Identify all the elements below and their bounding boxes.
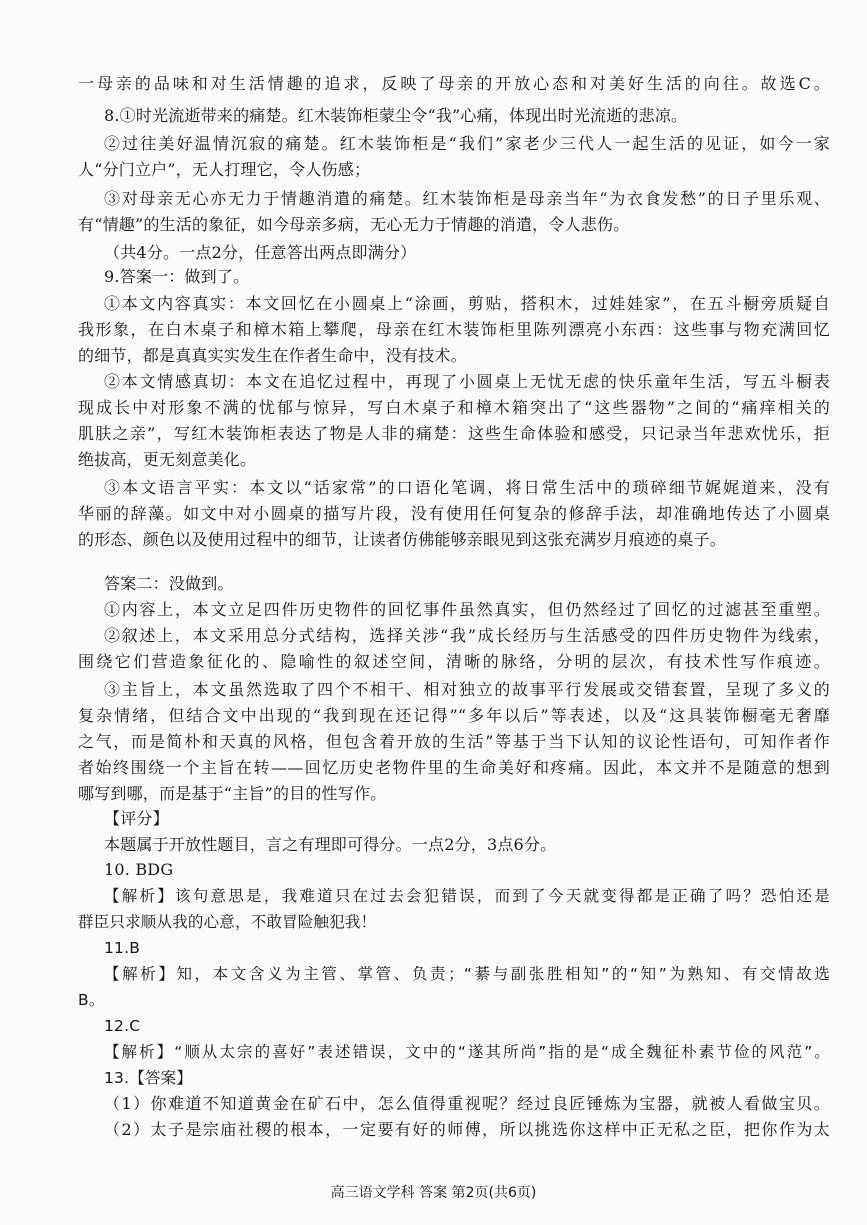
- answer-9-point-2: ②本文情感真切：本文在追忆过程中，再现了小圆桌上无忧无虑的快乐童年生活，写五斗橱表: [104, 372, 830, 391]
- answer-12: 12.C: [104, 1017, 141, 1035]
- text-line: 有“情趣”的生活的象征，如今母亲多病，无心无力于情趣的消遣，令人悲伤。: [78, 215, 630, 234]
- answer-8-point-1: 8.①时光流逝带来的痛楚。红木装饰柜蒙尘令“我”心痛，体现出时光流逝的悲凉。: [104, 106, 688, 125]
- text-line: 我形象，在白木桌子和樟木箱上攀爬，母亲在红木装饰柜里陈列漂亮小东西：这些事与物充满回忆: [78, 320, 830, 339]
- text-line: 者始终围绕一个主旨在转——回忆历史老物件里的生命美好和疼痛。因此，本文并不是随意的想到: [78, 758, 830, 777]
- text-line: B。: [78, 991, 105, 1009]
- answer-9-point-1: ①本文内容真实：本文回忆在小圆桌上“涂画，剪贴，搭积木，过娃娃家”，在五斗橱旁质疑自: [104, 294, 830, 313]
- answer-13-2: （2）太子是宗庙社稷的根本，一定要有好的师傅，所以挑选你这样中正无私之臣，把你作为太: [104, 1120, 830, 1139]
- text-line: 复杂情绪，但结合文中出现的“我到现在还记得”“多年以后”等表述，以及“这具装饰橱毫无奢靡: [78, 706, 830, 725]
- text-line: 肌肤之亲”，写红木装饰柜表达了物是人非的痛楚：这些生命体验和感受，只记录当年悲欢忧乐，拒: [78, 424, 830, 443]
- text-line: 之气，而是简朴和天真的风格，但包含着开放的生活”等基于当下认知的议论性语句，可知作者作: [78, 732, 830, 751]
- answer-8-scoring: （共4分。一点2分，任意答出两点即满分）: [104, 243, 417, 262]
- scoring-text: 本题属于开放性题目，言之有理即可得分。一点2分，3点6分。: [104, 835, 557, 854]
- answer-9-option-1: 9.答案一：做到了。: [104, 267, 250, 286]
- text-line: 华丽的辞藻。如文中对小圆桌的描写片段，没有使用任何复杂的修辞手法，却准确地传达了小圆桌: [78, 504, 830, 523]
- answer-9-opt2-point-3: ③主旨上，本文虽然选取了四个不相干、相对独立的故事平行发展或交错套置，呈现了多义的: [104, 680, 830, 699]
- answer-13-1: （1）你难道不知道黄金在矿石中，怎么值得重视呢？经过良匠锤炼为宝器，就被人看做宝贝。: [104, 1094, 830, 1113]
- answer-9-opt2-point-2: ②叙述上，本文采用总分式结构，选择关涉“我”成长经历与生活感受的四件历史物件为线索，: [104, 626, 830, 645]
- answer-8-point-3: ③对母亲无心亦无力于情趣消遣的痛楚。红木装饰柜是母亲当年“为衣食发愁”的日子里乐观、: [104, 189, 830, 208]
- answer-8-point-2: ②过往美好温情沉寂的痛楚。红木装饰柜是“我们”家老少三代人一起生活的见证，如今一家: [104, 134, 830, 153]
- answer-12-analysis: 【解析】“顺从太宗的喜好”表述错误，文中的“遂其所尚”指的是“成全魏征朴素节俭的风范”。: [104, 1043, 830, 1061]
- text-line: 的细节，都是真真实实发生在作者生命中，没有技术。: [78, 346, 467, 365]
- text-line: 绝拔高，更无刻意美化。: [78, 450, 257, 469]
- text-line: 现成长中对形象不满的忧郁与惊异，写白木桌子和樟木箱突出了“这些器物”之间的“痛痒相关的: [78, 398, 830, 417]
- text-line: 围绕它们营造象征化的、隐喻性的叙述空间，清晰的脉络，分明的层次，有技术性写作痕迹。: [78, 652, 830, 671]
- answer-10-analysis: 【解析】该句意思是，我难道只在过去会犯错误，而到了今天就变得都是正确了吗？恐怕还是: [104, 887, 830, 905]
- text-line: 人“分门立户”，无人打理它，令人伤感；: [78, 160, 371, 179]
- answer-9-point-3: ③本文语言平实：本文以“话家常”的口语化笔调，将日常生活中的琐碎细节娓娓道来，没有: [104, 478, 830, 497]
- answer-9-option-2: 答案二：没做到。: [104, 574, 234, 593]
- page-footer: 高三语文学科 答案 第2页(共6页): [330, 1185, 537, 1201]
- scoring-heading: 【评分】: [104, 809, 169, 828]
- text-line: 一母亲的品味和对生活情趣的追求，反映了母亲的开放心态和对美好生活的向往。故选C。: [78, 74, 830, 93]
- text-line: 群臣只求顺从我的心意，不敢冒险触犯我！: [78, 913, 377, 931]
- answer-10: 10. BDG: [104, 860, 174, 879]
- text-line: 的形态、颜色以及使用过程中的细节，让读者仿佛能够亲眼见到这张充满岁月痕迹的桌子。: [78, 530, 727, 549]
- text-line: 哪写到哪，而是基于“主旨”的目的性写作。: [78, 784, 387, 803]
- answer-11-analysis: 【解析】知，本文含义为主管、掌管、负责；“綦与副张胜相知”的“知”为熟知、有交情故选: [104, 965, 830, 983]
- answer-9-opt2-point-1: ①内容上，本文立足四件历史物件的回忆事件虽然真实，但仍然经过了回忆的过滤甚至重塑。: [104, 600, 830, 619]
- answer-13-heading: 13.【答案】: [104, 1069, 193, 1087]
- answer-11: 11.B: [104, 939, 141, 957]
